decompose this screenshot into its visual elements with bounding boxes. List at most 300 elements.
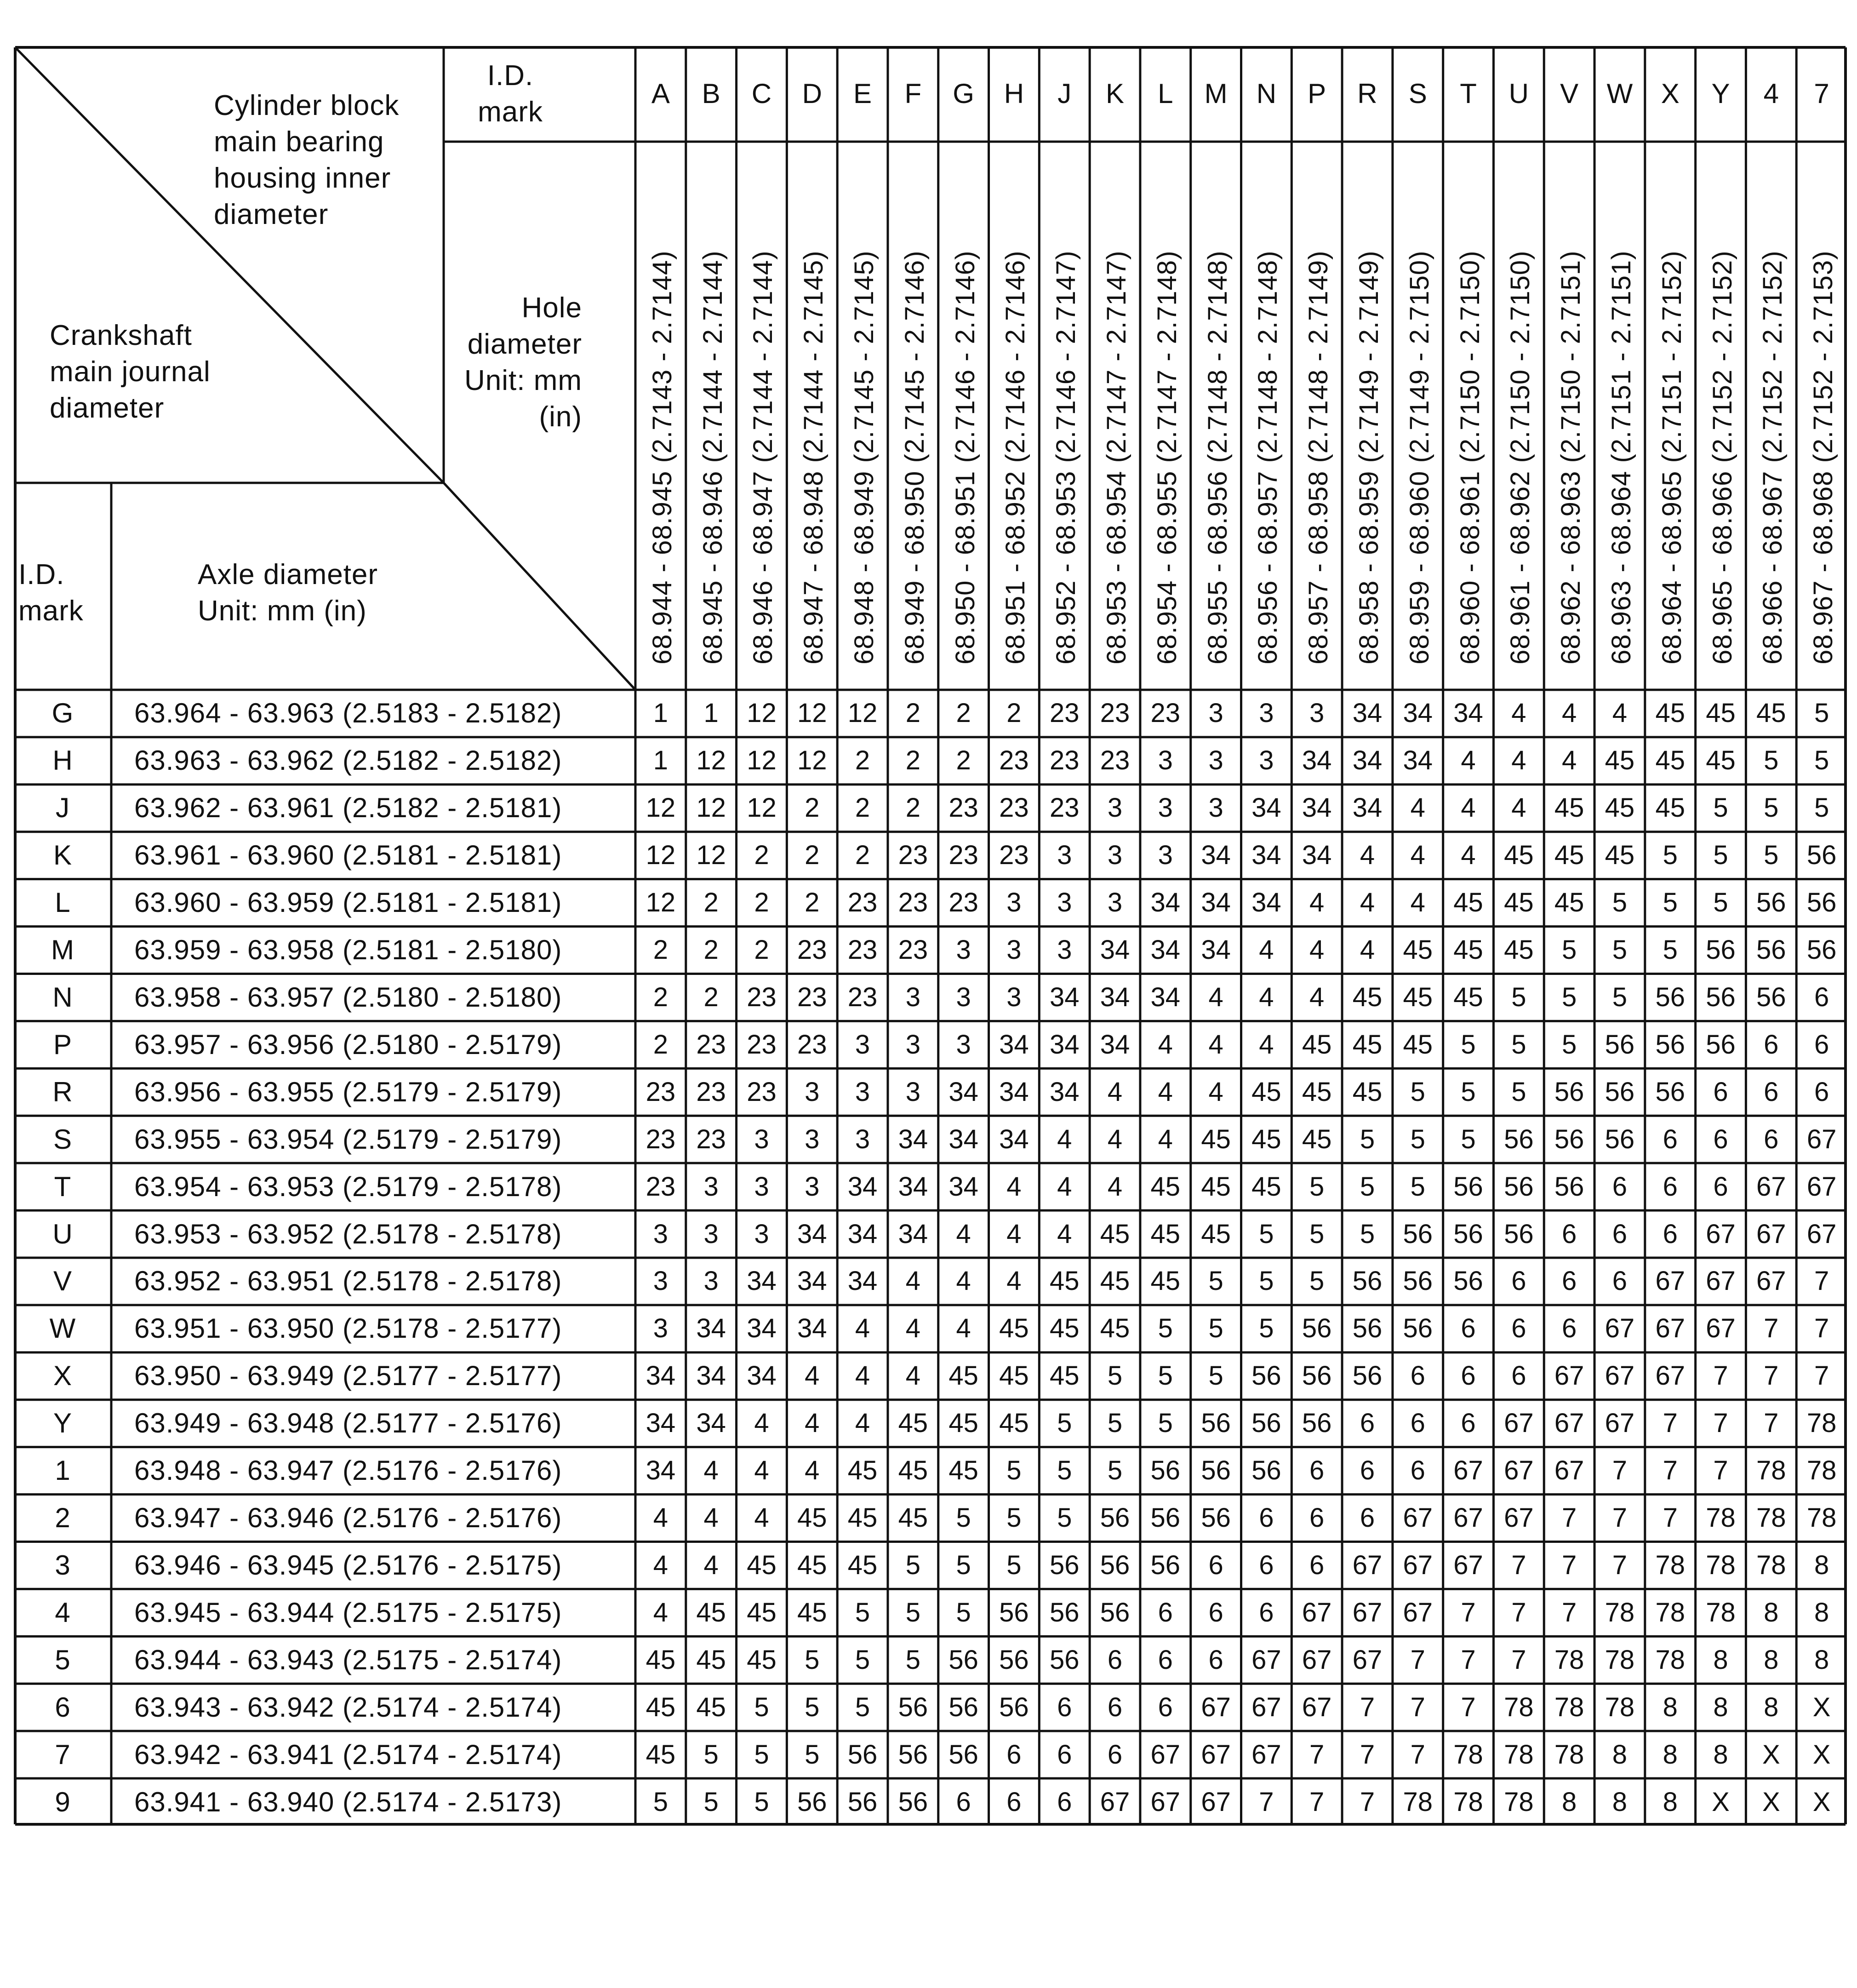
table-cell: 8 [1713, 1644, 1728, 1675]
column-id-mark: X [1661, 78, 1680, 109]
table-cell: 4 [1158, 1029, 1173, 1060]
table-cell: 67 [1150, 1787, 1181, 1817]
table-cell: 67 [1554, 1361, 1584, 1391]
table-cell: 3 [905, 1029, 920, 1060]
table-cell: 6 [1562, 1266, 1577, 1296]
row-id-mark: M [51, 934, 74, 966]
table-cell: 7 [1713, 1455, 1728, 1486]
table-cell: 4 [703, 1455, 719, 1486]
table-cell: 45 [1554, 888, 1584, 918]
table-cell: 5 [754, 1692, 769, 1722]
table-cell: 4 [805, 1408, 820, 1438]
table-cell: 3 [1057, 840, 1072, 871]
table-cell: 67 [1706, 1266, 1736, 1296]
row-axle-diameter: 63.941 - 63.940 (2.5174 - 2.5173) [134, 1786, 562, 1817]
table-cell: 6 [1360, 1455, 1375, 1486]
table-cell: 34 [1403, 698, 1433, 728]
row-axle-diameter: 63.951 - 63.950 (2.5178 - 2.5177) [134, 1313, 562, 1344]
table-cell: 6 [1663, 1219, 1678, 1249]
table-cell: 6 [1057, 1692, 1072, 1722]
table-cell: 34 [1352, 745, 1383, 776]
table-cell: 67 [1706, 1219, 1736, 1249]
table-cell: 56 [1302, 1408, 1332, 1438]
table-cell: 34 [696, 1313, 726, 1344]
table-cell: 5 [1309, 1219, 1325, 1249]
table-cell: 67 [1403, 1597, 1433, 1627]
table-cell: 56 [1302, 1313, 1332, 1344]
table-cell: 4 [1562, 698, 1577, 728]
table-cell: 7 [1764, 1361, 1779, 1391]
row-axle-diameter: 63.954 - 63.953 (2.5179 - 2.5178) [134, 1171, 562, 1202]
table-cell: 78 [1453, 1787, 1483, 1817]
row-id-mark: P [53, 1029, 72, 1060]
table-cell: 45 [1302, 1077, 1332, 1107]
table-cell: 67 [1806, 1124, 1837, 1154]
table-cell: 2 [905, 745, 920, 776]
table-cell: 56 [1605, 1077, 1635, 1107]
table-cell: 4 [855, 1313, 870, 1344]
table-cell: 34 [1100, 1029, 1130, 1060]
table-cell: 34 [1100, 982, 1130, 1012]
table-cell: 45 [1655, 793, 1685, 823]
table-cell: 56 [1352, 1266, 1383, 1296]
row-axle-diameter: 63.947 - 63.946 (2.5176 - 2.5176) [134, 1502, 562, 1534]
table-cell: 45 [696, 1597, 726, 1627]
table-cell: 6 [1814, 982, 1829, 1012]
table-cell: 45 [898, 1455, 928, 1486]
table-cell: 5 [1360, 1124, 1375, 1154]
table-cell: 3 [1158, 793, 1173, 823]
table-cell: 45 [1150, 1266, 1181, 1296]
table-cell: 34 [747, 1313, 777, 1344]
table-cell: 3 [956, 982, 971, 1012]
table-cell: 56 [1100, 1550, 1130, 1580]
table-cell: 23 [948, 793, 978, 823]
table-cell: 12 [696, 840, 726, 871]
table-cell: 5 [1410, 1171, 1425, 1202]
table-cell: 56 [999, 1692, 1029, 1722]
table-cell: 78 [1756, 1455, 1786, 1486]
table-cell: 4 [1006, 1266, 1022, 1296]
row-id-mark-label: I.D. mark [18, 559, 84, 627]
table-cell: 6 [1107, 1692, 1123, 1722]
table-cell: 6 [1562, 1313, 1577, 1344]
table-cell: 4 [653, 1503, 669, 1533]
table-cell: 6 [1511, 1266, 1526, 1296]
table-cell: 6 [1764, 1124, 1779, 1154]
row-axle-diameter: 63.946 - 63.945 (2.5176 - 2.5175) [134, 1549, 562, 1581]
table-cell: 4 [1259, 935, 1274, 965]
table-cell: 7 [1461, 1692, 1476, 1722]
table-cell: 45 [1352, 1029, 1383, 1060]
table-cell: 2 [653, 1029, 669, 1060]
table-cell: 23 [1100, 698, 1130, 728]
table-cell: 3 [956, 1029, 971, 1060]
row-id-mark: L [55, 887, 70, 918]
table-cell: 34 [1453, 698, 1483, 728]
table-cell: 34 [1302, 840, 1332, 871]
table-cell: 5 [1309, 1266, 1325, 1296]
row-axle-diameter: 63.957 - 63.956 (2.5180 - 2.5179) [134, 1029, 562, 1060]
table-cell: 56 [1806, 888, 1837, 918]
table-cell: 7 [1612, 1550, 1628, 1580]
table-cell: 67 [1554, 1408, 1584, 1438]
table-cell: 56 [1756, 982, 1786, 1012]
table-cell: 3 [1208, 793, 1223, 823]
table-cell: 45 [1403, 935, 1433, 965]
table-cell: 56 [1655, 982, 1685, 1012]
table-cell: 56 [898, 1692, 928, 1722]
table-cell: 12 [696, 793, 726, 823]
table-cell: 7 [1309, 1739, 1325, 1770]
table-cell: 6 [1006, 1787, 1022, 1817]
table-cell: 67 [1302, 1692, 1332, 1722]
table-cell: 6 [1461, 1408, 1476, 1438]
table-cell: 67 [1605, 1408, 1635, 1438]
table-cell: 7 [1663, 1503, 1678, 1533]
table-cell: 45 [898, 1503, 928, 1533]
table-cell: 4 [1057, 1171, 1072, 1202]
table-cell: 34 [1403, 745, 1433, 776]
table-cell: 7 [1814, 1266, 1829, 1296]
column-id-mark: A [651, 78, 670, 109]
table-cell: 6 [1006, 1739, 1022, 1770]
table-cell: 2 [956, 698, 971, 728]
row-id-mark: 1 [55, 1455, 70, 1486]
table-cell: 4 [1461, 840, 1476, 871]
table-cell: 23 [898, 840, 928, 871]
table-cell: 4 [905, 1313, 920, 1344]
table-cell: 6 [1764, 1077, 1779, 1107]
table-cell: 56 [1655, 1077, 1685, 1107]
table-cell: 3 [1107, 793, 1123, 823]
table-cell: 78 [1655, 1550, 1685, 1580]
table-cell: 2 [905, 793, 920, 823]
table-cell: 34 [696, 1361, 726, 1391]
table-cell: 45 [747, 1597, 777, 1627]
table-cell: 67 [1251, 1692, 1281, 1722]
row-axle-diameter: 63.956 - 63.955 (2.5179 - 2.5179) [134, 1076, 562, 1107]
column-hole-diameter: 68.962 - 68.963 (2.7150 - 2.7151) [1556, 250, 1586, 665]
table-cell: 78 [1806, 1503, 1837, 1533]
table-cell: 34 [1049, 1077, 1080, 1107]
table-cell: 45 [1150, 1171, 1181, 1202]
table-cell: 78 [1554, 1739, 1584, 1770]
row-axle-diameter: 63.953 - 63.952 (2.5178 - 2.5178) [134, 1218, 562, 1249]
table-cell: 5 [1107, 1408, 1123, 1438]
column-id-mark: R [1357, 78, 1377, 109]
table-cell: 7 [1663, 1408, 1678, 1438]
table-cell: 56 [1504, 1219, 1534, 1249]
table-cell: 3 [1309, 698, 1325, 728]
table-cell: 78 [1504, 1692, 1534, 1722]
table-cell: 45 [1201, 1124, 1231, 1154]
table-cell: 5 [1612, 935, 1628, 965]
row-id-mark: 4 [55, 1597, 70, 1628]
table-cell: 12 [847, 698, 878, 728]
table-cell: X [1812, 1787, 1831, 1817]
table-cell: 34 [898, 1171, 928, 1202]
table-cell: 45 [646, 1692, 676, 1722]
column-hole-diameter: 68.949 - 68.950 (2.7145 - 2.7146) [899, 250, 930, 665]
table-cell: 2 [653, 935, 669, 965]
table-cell: 5 [855, 1644, 870, 1675]
table-cell: 5 [1511, 1029, 1526, 1060]
axle-diameter-label: Axle diameter Unit: mm (in) [198, 559, 378, 627]
table-cell: 34 [999, 1029, 1029, 1060]
table-cell: 56 [1150, 1455, 1181, 1486]
table-cell: 45 [1453, 888, 1483, 918]
table-cell: 6 [1208, 1644, 1223, 1675]
table-cell: 6 [1663, 1171, 1678, 1202]
table-cell: 6 [1713, 1124, 1728, 1154]
table-cell: 7 [1562, 1503, 1577, 1533]
row-id-mark: 2 [55, 1502, 70, 1534]
table-cell: 23 [898, 935, 928, 965]
table-cell: 56 [898, 1787, 928, 1817]
table-cell: 23 [1049, 793, 1080, 823]
table-cell: 67 [1504, 1455, 1534, 1486]
table-cell: 45 [1352, 982, 1383, 1012]
column-hole-diameter: 68.965 - 68.966 (2.7152 - 2.7152) [1707, 250, 1737, 665]
table-cell: 67 [1352, 1550, 1383, 1580]
table-cell: 5 [805, 1644, 820, 1675]
table-cell: 78 [1554, 1644, 1584, 1675]
table-cell: 67 [1251, 1644, 1281, 1675]
table-cell: 3 [1006, 935, 1022, 965]
row-id-mark: 3 [55, 1549, 70, 1581]
table-cell: 56 [1403, 1313, 1433, 1344]
table-cell: 5 [805, 1692, 820, 1722]
table-cell: 45 [1403, 1029, 1433, 1060]
table-cell: 34 [797, 1266, 827, 1296]
table-cell: 7 [1259, 1787, 1274, 1817]
table-cell: 56 [1100, 1503, 1130, 1533]
table-cell: 67 [1403, 1503, 1433, 1533]
table-cell: 56 [1453, 1171, 1483, 1202]
table-cell: 45 [1403, 982, 1433, 1012]
table-cell: 5 [1006, 1550, 1022, 1580]
table-cell: 5 [703, 1787, 719, 1817]
column-id-mark: L [1158, 78, 1173, 109]
table-cell: 3 [703, 1171, 719, 1202]
column-id-mark: 4 [1763, 78, 1779, 109]
table-cell: 7 [1612, 1503, 1628, 1533]
table-cell: 6 [1158, 1597, 1173, 1627]
column-hole-diameter: 68.947 - 68.948 (2.7144 - 2.7145) [799, 250, 829, 665]
row-axle-diameter: 63.960 - 63.959 (2.5181 - 2.5181) [134, 887, 562, 918]
row-axle-diameter: 63.962 - 63.961 (2.5182 - 2.5181) [134, 792, 562, 824]
table-cell: 12 [646, 840, 676, 871]
table-cell: 78 [1403, 1787, 1433, 1817]
table-cell: 34 [747, 1361, 777, 1391]
row-id-mark: 6 [55, 1691, 70, 1723]
table-cell: 3 [1006, 888, 1022, 918]
table-cell: 78 [1453, 1739, 1483, 1770]
table-cell: 4 [1360, 935, 1375, 965]
table-cell: 4 [1309, 935, 1325, 965]
table-cell: 56 [948, 1644, 978, 1675]
table-cell: 8 [1562, 1787, 1577, 1817]
column-id-mark: K [1106, 78, 1125, 109]
table-cell: 3 [1107, 840, 1123, 871]
table-cell: 23 [1150, 698, 1181, 728]
table-cell: 78 [1806, 1455, 1837, 1486]
table-cell: X [1762, 1787, 1780, 1817]
table-cell: 67 [1352, 1597, 1383, 1627]
column-id-mark: C [751, 78, 772, 109]
table-cell: 56 [1251, 1455, 1281, 1486]
table-cell: 34 [1049, 1029, 1080, 1060]
table-cell: 67 [1706, 1313, 1736, 1344]
row-axle-diameter: 63.963 - 63.962 (2.5182 - 2.5182) [134, 745, 562, 776]
row-axle-diameter: 63.961 - 63.960 (2.5181 - 2.5181) [134, 840, 562, 871]
table-cell: 45 [1251, 1077, 1281, 1107]
table-cell: 4 [754, 1455, 769, 1486]
column-id-mark: J [1057, 78, 1072, 109]
table-cell: 2 [754, 840, 769, 871]
table-cell: 45 [1504, 935, 1534, 965]
column-hole-diameter: 68.944 - 68.945 (2.7143 - 2.7144) [647, 250, 677, 665]
table-cell: 3 [1158, 840, 1173, 871]
table-cell: 45 [1302, 1124, 1332, 1154]
table-cell: 6 [1259, 1550, 1274, 1580]
row-id-mark: N [52, 981, 73, 1013]
table-cell: 78 [1605, 1597, 1635, 1627]
table-cell: 56 [1706, 982, 1736, 1012]
table-cell: 8 [1814, 1644, 1829, 1675]
table-cell: 8 [1612, 1739, 1628, 1770]
table-cell: 45 [1504, 840, 1534, 871]
table-cell: X [1812, 1692, 1831, 1722]
table-cell: 23 [999, 745, 1029, 776]
table-cell: 6 [1713, 1171, 1728, 1202]
table-cell: 3 [653, 1313, 669, 1344]
table-cell: 8 [1663, 1692, 1678, 1722]
row-axle-diameter: 63.955 - 63.954 (2.5179 - 2.5179) [134, 1123, 562, 1155]
table-cell: 2 [703, 982, 719, 1012]
table-cell: 23 [696, 1029, 726, 1060]
table-cell: 67 [1806, 1171, 1837, 1202]
table-cell: 56 [1049, 1550, 1080, 1580]
table-cell: 45 [948, 1361, 978, 1391]
table-cell: 2 [855, 745, 870, 776]
table-cell: 3 [905, 982, 920, 1012]
row-axle-diameter: 63.958 - 63.957 (2.5180 - 2.5180) [134, 981, 562, 1013]
table-cell: 3 [754, 1219, 769, 1249]
table-cell: X [1712, 1787, 1730, 1817]
table-cell: 45 [1453, 982, 1483, 1012]
table-cell: 34 [948, 1124, 978, 1154]
column-id-mark: M [1204, 78, 1228, 109]
table-cell: 34 [1201, 840, 1231, 871]
table-cell: 3 [754, 1171, 769, 1202]
table-cell: 3 [1259, 745, 1274, 776]
table-cell: 34 [1302, 745, 1332, 776]
table-cell: 56 [1201, 1408, 1231, 1438]
table-cell: 5 [1562, 982, 1577, 1012]
table-cell: 6 [1360, 1408, 1375, 1438]
table-cell: 67 [1453, 1503, 1483, 1533]
table-cell: 23 [847, 888, 878, 918]
table-cell: 7 [1713, 1361, 1728, 1391]
table-cell: 78 [1756, 1503, 1786, 1533]
table-cell: 23 [646, 1077, 676, 1107]
table-cell: 6 [1612, 1266, 1628, 1296]
table-cell: 6 [1410, 1408, 1425, 1438]
column-hole-diameter: 68.952 - 68.953 (2.7146 - 2.7147) [1051, 250, 1081, 665]
table-cell: 5 [855, 1597, 870, 1627]
table-cell: 6 [1208, 1597, 1223, 1627]
table-cell: 7 [1360, 1739, 1375, 1770]
table-cell: 78 [1706, 1597, 1736, 1627]
table-cell: 23 [1100, 745, 1130, 776]
table-cell: 67 [1201, 1787, 1231, 1817]
table-cell: 45 [1150, 1219, 1181, 1249]
table-cell: 2 [653, 982, 669, 1012]
table-cell: 2 [754, 888, 769, 918]
table-cell: 4 [1208, 1029, 1223, 1060]
row-axle-diameter: 63.952 - 63.951 (2.5178 - 2.5178) [134, 1266, 562, 1297]
table-cell: 23 [898, 888, 928, 918]
table-cell: 5 [1259, 1266, 1274, 1296]
table-cell: 7 [1410, 1692, 1425, 1722]
table-cell: 4 [1259, 1029, 1274, 1060]
table-cell: 23 [999, 840, 1029, 871]
table-cell: 1 [703, 698, 719, 728]
table-cell: 34 [847, 1219, 878, 1249]
table-cell: 67 [1655, 1313, 1685, 1344]
table-cell: 5 [703, 1739, 719, 1770]
column-id-mark: 7 [1814, 78, 1829, 109]
table-cell: 67 [1302, 1597, 1332, 1627]
table-cell: 3 [956, 935, 971, 965]
table-cell: 4 [1511, 698, 1526, 728]
table-cell: 7 [1461, 1597, 1476, 1627]
table-cell: 4 [754, 1503, 769, 1533]
row-id-mark: 5 [55, 1644, 70, 1675]
table-cell: 45 [1251, 1171, 1281, 1202]
table-cell: 5 [905, 1550, 920, 1580]
table-cell: 6 [1410, 1361, 1425, 1391]
row-id-mark: W [49, 1313, 76, 1344]
column-hole-diameter: 68.964 - 68.965 (2.7151 - 2.7152) [1657, 250, 1687, 665]
table-cell: 7 [1764, 1313, 1779, 1344]
table-cell: 56 [1049, 1597, 1080, 1627]
table-cell: 45 [696, 1692, 726, 1722]
column-hole-diameter: 68.948 - 68.949 (2.7145 - 2.7145) [849, 250, 880, 665]
table-cell: 45 [646, 1739, 676, 1770]
table-cell: 5 [1511, 982, 1526, 1012]
table-cell: 23 [948, 888, 978, 918]
table-cell: 7 [1562, 1597, 1577, 1627]
table-cell: 7 [1511, 1550, 1526, 1580]
table-cell: 4 [1410, 840, 1425, 871]
table-cell: 78 [1605, 1644, 1635, 1675]
column-hole-diameter: 68.967 - 68.968 (2.7152 - 2.7153) [1808, 250, 1839, 665]
table-cell: 2 [805, 840, 820, 871]
table-cell: 6 [1107, 1739, 1123, 1770]
table-cell: 78 [1504, 1739, 1534, 1770]
table-cell: 12 [646, 888, 676, 918]
table-cell: 4 [1006, 1219, 1022, 1249]
table-cell: 12 [797, 698, 827, 728]
table-cell: 34 [847, 1266, 878, 1296]
table-cell: 45 [999, 1361, 1029, 1391]
table-cell: 56 [1049, 1644, 1080, 1675]
table-cell: 8 [1612, 1787, 1628, 1817]
table-cell: 5 [754, 1739, 769, 1770]
